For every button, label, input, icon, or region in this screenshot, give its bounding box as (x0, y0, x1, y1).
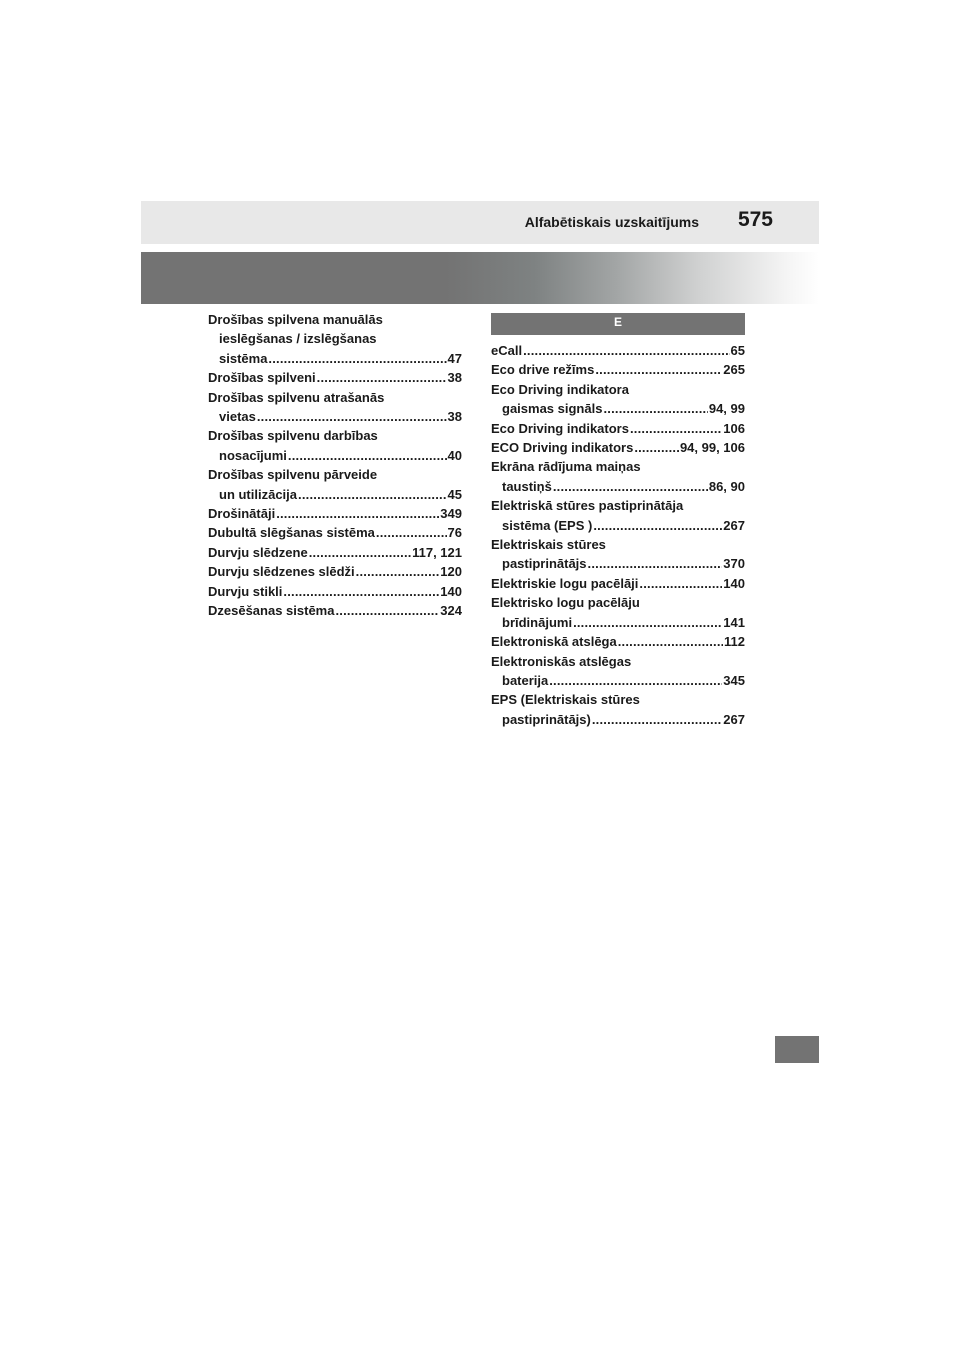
index-entry-line (208, 349, 462, 368)
index-entry-term: Durvju slēdzenes slēdži (208, 564, 355, 580)
index-entry-pages: 120 (440, 564, 462, 580)
index-entry-line (491, 438, 745, 457)
index-entry-term: sistēma (EPS ) (502, 517, 593, 533)
index-entry-line (491, 380, 745, 399)
index-entry-text: EPS (Elektriskais stūres (491, 692, 640, 708)
index-entry-text: Elektrisko logu pacēlāju (491, 595, 640, 611)
dot-leader (573, 613, 722, 632)
index-entry-line (491, 554, 745, 573)
index-entry (491, 380, 745, 419)
index-entry (491, 457, 745, 496)
decorative-banner (141, 252, 819, 304)
index-entry-term: taustiņš (502, 478, 552, 494)
index-entry-pages: 86, 90 (708, 478, 745, 494)
index-entry (208, 388, 462, 427)
dot-leader (288, 446, 447, 465)
dot-leader (309, 543, 411, 562)
index-entry-line (208, 465, 462, 484)
index-entry-text: Drošības spilvena manuālās (208, 312, 383, 327)
index-entry-line (208, 368, 462, 387)
index-entry (491, 593, 745, 632)
dot-leader (523, 341, 729, 360)
index-entry-pages: 45 (447, 486, 462, 502)
index-entry-term: Dzesēšanas sistēma (208, 603, 335, 619)
index-entry-line (491, 477, 745, 496)
index-entry-pages: 117, 121 (412, 544, 462, 560)
index-entry (491, 496, 745, 535)
index-entry-pages: 141 (723, 614, 745, 630)
index-entry-line (491, 496, 745, 515)
index-entry (208, 368, 462, 387)
index-entry-term: pastiprinātājs (502, 556, 587, 572)
dot-leader (634, 438, 679, 457)
index-entry (208, 523, 462, 542)
index-entry (491, 341, 745, 360)
index-entry-line (208, 388, 462, 407)
index-entry-term: nosacījumi (219, 447, 287, 463)
index-entry-line (491, 360, 745, 379)
index-entry-pages: 267 (723, 711, 745, 727)
index-entry-pages: 94, 99 (708, 401, 745, 417)
index-entry (491, 652, 745, 691)
index-entry-pages: 140 (440, 583, 462, 599)
index-entry (208, 543, 462, 562)
index-entry-line (491, 652, 745, 671)
index-entry-term: Dubultā slēgšanas sistēma (208, 525, 375, 541)
index-entry-text: Elektriskais stūres (491, 537, 606, 553)
index-entry (208, 582, 462, 601)
dot-leader (283, 582, 439, 601)
index-entry-text: Drošības spilvenu atrašanās (208, 389, 385, 405)
index-entry-line (491, 690, 745, 709)
dot-leader (276, 504, 439, 523)
index-entry-pages: 65 (730, 343, 745, 358)
index-entry-line (491, 535, 745, 554)
index-entry-pages: 345 (723, 672, 745, 688)
dot-leader (298, 485, 447, 504)
index-entry-term: sistēma (219, 350, 268, 366)
index-entry-pages: 267 (723, 517, 745, 533)
index-entry-pages: 112 (724, 634, 745, 650)
index-entry-line (491, 710, 745, 729)
index-entry-term: Durvju stikli (208, 583, 283, 599)
index-entry-line (491, 457, 745, 476)
index-entry-line (208, 562, 462, 581)
index-column-right (491, 313, 745, 729)
index-entry-term: Durvju slēdzene (208, 544, 308, 560)
index-entry (208, 562, 462, 581)
page-header (141, 201, 819, 244)
index-entry-term: Elektriskie logu pacēlāji (491, 575, 639, 591)
index-entry-line (208, 426, 462, 445)
index-entry-pages: 38 (447, 409, 462, 425)
index-entry (491, 438, 745, 457)
index-entry-line (208, 504, 462, 523)
dot-leader (553, 477, 708, 496)
index-column-left (208, 310, 462, 621)
dot-leader (592, 710, 722, 729)
index-entry-term: vietas (219, 409, 256, 425)
chapter-thumb-tab (775, 1036, 819, 1063)
dot-leader (317, 368, 447, 387)
dot-leader (268, 349, 446, 368)
index-entry (208, 426, 462, 465)
index-entry-text: Drošības spilvenu pārveide (208, 467, 378, 483)
index-entry-line (491, 419, 745, 438)
dot-leader (593, 516, 722, 535)
index-entry-term: eCall (491, 343, 523, 358)
index-entry-term: Eco drive režīms (491, 362, 595, 378)
dot-leader (356, 562, 440, 581)
index-entry-line (491, 574, 745, 593)
index-entry-text: Elektriskā stūres pastiprinātāja (491, 498, 684, 514)
index-entry-term: Eco Driving indikators (491, 420, 629, 436)
index-entry (208, 465, 462, 504)
index-entry-term: pastiprinātājs) (502, 711, 591, 727)
page-number: 575 (737, 208, 773, 231)
index-entry-term: ECO Driving indikators (491, 440, 634, 456)
section-title: Alfabētiskais uzskaitījums (524, 214, 699, 230)
index-entry-text: Drošības spilvenu darbības (208, 428, 378, 444)
dot-leader (376, 523, 447, 542)
index-entry (491, 535, 745, 574)
index-entry-line (491, 671, 745, 690)
index-entry-term: gaismas signāls (502, 401, 603, 417)
index-entry-line (491, 613, 745, 632)
index-entry-line (208, 446, 462, 465)
index-entry-pages: 106 (723, 420, 745, 436)
index-entry-line (208, 523, 462, 542)
index-entry-line (208, 543, 462, 562)
index-entry-text: ieslēgšanas / izslēgšanas (219, 331, 377, 347)
index-entry-pages: 349 (440, 506, 462, 522)
index-entry (491, 574, 745, 593)
index-entry-text: Elektroniskās atslēgas (491, 653, 632, 669)
index-entry-pages: 76 (447, 525, 462, 541)
index-entry-term: brīdinājumi (502, 614, 573, 630)
index-entry-term: baterija (502, 672, 549, 688)
index-entry-term: Elektroniskā atslēga (491, 634, 617, 650)
index-entry-line (208, 582, 462, 601)
index-entry-term: un utilizācija (219, 486, 298, 502)
index-entry-text: Eco Driving indikatora (491, 381, 629, 397)
index-entry-line (208, 407, 462, 426)
index-entry-line (491, 632, 745, 651)
index-entry (208, 504, 462, 523)
index-entry-pages: 140 (723, 575, 745, 591)
index-entry-pages: 324 (440, 603, 462, 619)
index-entry-pages: 94, 99, 106 (679, 440, 745, 456)
dot-leader (335, 601, 439, 620)
index-entry-line (208, 329, 462, 348)
index-entry-pages: 265 (723, 362, 745, 378)
index-entry-term: Drošinātāji (208, 506, 276, 522)
index-entry-line (491, 341, 745, 360)
index-entry (208, 310, 462, 368)
dot-leader (618, 632, 723, 651)
index-entry-pages: 370 (723, 556, 745, 572)
index-entry-line (208, 485, 462, 504)
dot-leader (257, 407, 447, 426)
dot-leader (603, 399, 707, 418)
index-entry (491, 360, 745, 379)
index-entry (491, 632, 745, 651)
index-entry-pages: 47 (447, 350, 462, 366)
index-entry (208, 601, 462, 620)
dot-leader (639, 574, 722, 593)
index-entry-line (491, 593, 745, 612)
index-entry-line (208, 601, 462, 620)
dot-leader (595, 360, 722, 379)
index-entry (491, 690, 745, 729)
dot-leader (549, 671, 722, 690)
section-letter-heading: E (491, 313, 745, 335)
index-entry-line (491, 399, 745, 418)
index-entry-term: Drošības spilveni (208, 370, 316, 386)
index-entry-pages: 40 (447, 447, 462, 463)
index-entry-pages: 38 (447, 370, 462, 386)
index-entry-line (491, 516, 745, 535)
index-entry-text: Ekrāna rādījuma maiņas (491, 459, 641, 475)
index-entry (491, 419, 745, 438)
dot-leader (588, 554, 723, 573)
dot-leader (630, 419, 722, 438)
index-entry-line (208, 310, 462, 329)
